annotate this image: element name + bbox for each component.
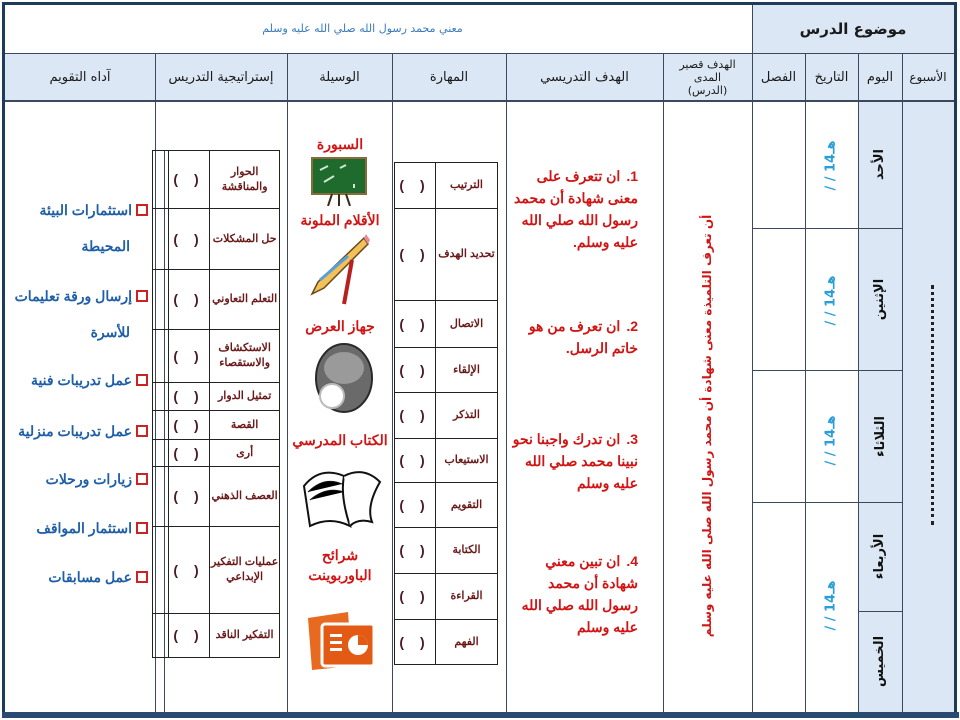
eval-item-2-cont: للأسرة — [90, 324, 130, 340]
table-row — [395, 620, 498, 665]
col-date: التاريخ — [814, 69, 849, 85]
strategy-label: التعلم التعاوني — [210, 270, 280, 330]
table-row — [395, 209, 498, 301]
strategy-label: حل المشكلات — [210, 209, 280, 270]
strategy-mark[interactable]: ( ) — [168, 411, 210, 440]
table-row — [395, 574, 498, 620]
checkbox-icon[interactable] — [136, 571, 148, 583]
col-strategy: إستراتيجية التدريس — [168, 69, 274, 85]
pencils-icon — [308, 232, 370, 306]
strategy-mark[interactable]: ( ) — [168, 270, 210, 330]
date-tuesday: / / 14هـ — [823, 414, 839, 466]
skill-label: التذكر — [436, 393, 498, 439]
skill-mark[interactable]: ( ) — [395, 209, 436, 301]
table-row — [153, 330, 280, 383]
table-row — [395, 301, 498, 348]
table-row — [153, 270, 280, 330]
eval-item-6[interactable]: استثمار المواقف — [36, 520, 148, 537]
date-sunday: / / 14هـ — [823, 139, 839, 191]
eval-item-2[interactable]: إرسال ورقة تعليمات — [15, 288, 148, 305]
strategy-mark[interactable]: ( ) — [168, 527, 210, 614]
skill-mark[interactable]: ( ) — [395, 528, 436, 574]
strategy-label: عمليات التفكير الإبداعي — [210, 527, 280, 614]
col-week: الأسبوع — [909, 70, 947, 84]
eval-item-4[interactable]: عمل تدريبات منزلية — [18, 423, 148, 440]
teaching-goal-1: 1.ان تتعرف على معنى شهادة أن محمد رسول الله صلي الله عليه وسلم. — [514, 168, 638, 250]
skill-mark[interactable]: ( ) — [395, 574, 436, 620]
strategy-label: الحوار والمناقشة — [210, 151, 280, 209]
col-class: الفصل — [760, 69, 797, 85]
skill-label: الاستيعاب — [436, 439, 498, 483]
powerpoint-icon — [302, 610, 378, 672]
strategy-label: الاستكشاف والاستقصاء — [210, 330, 280, 383]
skill-label: الكتابة — [436, 528, 498, 574]
col-teaching-goal: الهدف التدريسي — [540, 69, 629, 85]
book-icon — [300, 456, 384, 532]
media-powerpoint-label: شرائح الباوربوينت — [308, 547, 372, 583]
skill-label: الاتصال — [436, 301, 498, 348]
day-sunday: الأحد — [872, 148, 888, 180]
skill-label: الفهم — [436, 620, 498, 665]
week-column — [902, 100, 954, 712]
table-row — [153, 383, 280, 411]
strategy-mark[interactable]: ( ) — [168, 614, 210, 658]
strategy-mark[interactable]: ( ) — [168, 383, 210, 411]
skill-mark[interactable]: ( ) — [395, 163, 436, 209]
col-skill: المهارة — [429, 69, 469, 85]
date-monday: / / 14هـ — [823, 274, 839, 326]
col-short-goal: الهدف قصير المدى (الدرس) — [679, 57, 736, 97]
skill-mark[interactable]: ( ) — [395, 483, 436, 528]
short-goal-text: أن تعرف التلميذة معنى شهادة أن محمد رسول الله صلى الله عليه وسلم — [700, 214, 715, 638]
table-row — [395, 439, 498, 483]
table-row — [395, 393, 498, 439]
strategy-label: تمثيل الدوار — [210, 383, 280, 411]
day-thursday: الخميس — [872, 635, 888, 688]
strategy-label: القصة — [210, 411, 280, 440]
skill-mark[interactable]: ( ) — [395, 620, 436, 665]
table-row — [153, 151, 280, 209]
checkbox-icon[interactable] — [136, 290, 148, 302]
teaching-goal-2: 2.ان تعرف من هو خاتم الرسل. — [528, 318, 638, 356]
table-row — [395, 348, 498, 393]
eval-item-3[interactable]: عمل تدريبات فنية — [31, 372, 148, 389]
strategy-mark[interactable]: ( ) — [168, 440, 210, 467]
table-row — [153, 209, 280, 270]
strategy-label: العصف الذهني — [210, 467, 280, 527]
checkbox-icon[interactable] — [136, 374, 148, 386]
skill-mark[interactable]: ( ) — [395, 348, 436, 393]
day-tuesday: الثلاثاء — [872, 415, 888, 457]
date-wednesday: / / 14هـ — [823, 579, 839, 631]
eval-item-1[interactable]: استثمارات البيئة — [40, 202, 148, 219]
day-wednesday: الأربعاء — [872, 533, 888, 580]
table-row — [153, 614, 280, 658]
frame-bottom-border — [2, 712, 959, 718]
strategies-table — [152, 150, 280, 658]
eval-item-7[interactable]: عمل مسابقات — [48, 569, 148, 586]
media-book-label: الكتاب المدرسي — [292, 432, 388, 448]
skill-mark[interactable]: ( ) — [395, 439, 436, 483]
day-monday: الإثنين — [872, 278, 888, 320]
teaching-goal-3: 3.ان تدرك واجبنا نحو نبينا محمد صلي الله عليه وسلم — [512, 431, 638, 491]
media-projector-label: جهاز العرض — [305, 318, 375, 334]
checkbox-icon[interactable] — [136, 522, 148, 534]
week-value-dotted — [931, 285, 934, 525]
skills-table — [394, 162, 498, 665]
table-row — [153, 467, 280, 527]
col-day: اليوم — [866, 69, 894, 85]
table-row — [153, 411, 280, 440]
skill-label: الترتيب — [436, 163, 498, 209]
chalkboard-icon — [310, 156, 368, 206]
checkbox-icon[interactable] — [136, 204, 148, 216]
lesson-topic-value: معني محمد رسول الله صلي الله عليه وسلم — [262, 22, 463, 35]
col-media: الوسيلة — [319, 69, 360, 85]
col-evaluation: آداه التقويم — [49, 69, 111, 85]
strategy-label: التفكير الناقد — [210, 614, 280, 658]
table-row — [153, 527, 280, 614]
media-chalkboard-label: السبورة — [316, 136, 364, 152]
skill-label: التقويم — [436, 483, 498, 528]
strategy-mark[interactable]: ( ) — [168, 209, 210, 270]
eval-item-1-cont: المحيطة — [81, 238, 130, 254]
lesson-topic-label: موضوع الدرس — [799, 20, 907, 38]
table-row — [153, 440, 280, 467]
table-row — [395, 163, 498, 209]
strategy-mark[interactable]: ( ) — [168, 467, 210, 527]
skill-mark[interactable]: ( ) — [395, 301, 436, 348]
strategy-mark[interactable]: ( ) — [168, 151, 210, 209]
table-row — [395, 483, 498, 528]
skill-label: الإلقاء — [436, 348, 498, 393]
eval-item-5[interactable]: زيارات ورحلات — [46, 471, 148, 488]
media-pencils-label: الأقلام الملونة — [300, 212, 380, 228]
strategy-mark[interactable]: ( ) — [168, 330, 210, 383]
checkbox-icon[interactable] — [136, 473, 148, 485]
skill-label: تحديد الهدف — [436, 209, 498, 301]
teaching-goal-4: 4.ان تبين معني شهادة أن محمد رسول الله صلي الله عليه وسلم — [521, 553, 638, 635]
skill-mark[interactable]: ( ) — [395, 393, 436, 439]
strategy-label: أرى — [210, 440, 280, 467]
checkbox-icon[interactable] — [136, 425, 148, 437]
projector-icon — [310, 338, 374, 420]
skill-label: القراءة — [436, 574, 498, 620]
table-row — [395, 528, 498, 574]
